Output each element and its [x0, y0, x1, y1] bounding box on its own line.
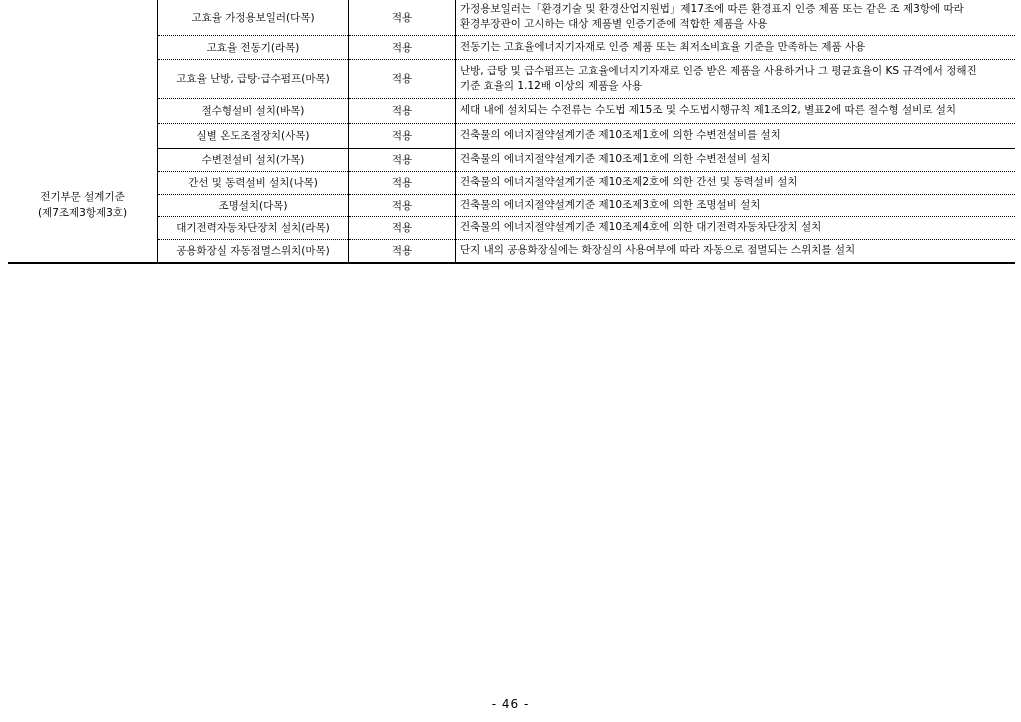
- description-cell: 건축물의 에너지절약설계기준 제10조제2호에 의한 간선 및 동력설비 설치: [456, 171, 1016, 194]
- item-cell: 고효율 전동기(라목): [158, 35, 349, 59]
- description-line: 가정용보일러는「환경기술 및 환경산업지원법」제17조에 따른 환경표지 인증 제품 또는 같은 조 제3항에 따라: [460, 3, 964, 16]
- description-cell: 건축물의 에너지절약설계기준 제10조제1호에 의한 수변전설비 설치: [456, 148, 1016, 171]
- description-cell: 단지 내의 공용화장실에는 화장실의 사용여부에 따라 자동으로 점멸되는 스위치를 설치: [456, 239, 1016, 263]
- apply-cell: 적용: [349, 59, 456, 98]
- table-row: [8, 148, 1015, 171]
- item-cell: 대기전력자동차단장치 설치(라목): [158, 216, 349, 239]
- apply-cell: 적용: [349, 216, 456, 239]
- apply-cell: 적용: [349, 239, 456, 263]
- description-line: 환경부장관이 고시하는 대상 제품별 인증기준에 적합한 제품을 사용: [460, 18, 768, 31]
- apply-cell: 적용: [349, 35, 456, 59]
- table-row: [8, 98, 1015, 123]
- item-cell: 공용화장실 자동점멸스위치(마목): [158, 239, 349, 263]
- description-cell: 전동기는 고효율에너지기자재로 인증 제품 또는 최저소비효율 기준을 만족하는 제품 사용: [456, 35, 1016, 59]
- page-number: - 46 -: [491, 697, 530, 711]
- table-row: [8, 171, 1015, 194]
- design-criteria-table: [8, 0, 1015, 264]
- item-cell: 조명설치(다목): [158, 194, 349, 216]
- table-row: [8, 239, 1015, 263]
- apply-cell: 적용: [349, 123, 456, 148]
- description-cell: [456, 0, 1016, 35]
- category-cell: [8, 148, 158, 263]
- item-cell: 간선 및 동력설비 설치(나목): [158, 171, 349, 194]
- table-row: [8, 35, 1015, 59]
- apply-cell: 적용: [349, 194, 456, 216]
- table-row: [8, 59, 1015, 98]
- description-cell: 건축물의 에너지절약설계기준 제10조제3호에 의한 조명설비 설치: [456, 194, 1016, 216]
- table-row: [8, 216, 1015, 239]
- category-reference: (제7조제3항제3호): [37, 207, 128, 219]
- item-cell: 고효율 가정용보일러(다목): [158, 0, 349, 35]
- apply-cell: 적용: [349, 171, 456, 194]
- description-cell: 세대 내에 설치되는 수전류는 수도법 제15조 및 수도법시행규칙 제1조의2, 별표2에 따른 절수형 설비로 설치: [456, 98, 1016, 123]
- item-cell: 수변전설비 설치(가목): [158, 148, 349, 171]
- item-cell: 절수형설비 설치(바목): [158, 98, 349, 123]
- table-row: [8, 123, 1015, 148]
- description-cell: 건축물의 에너지절약설계기준 제10조제1호에 의한 수변전설비를 설치: [456, 123, 1016, 148]
- apply-cell: 적용: [349, 148, 456, 171]
- item-cell: 실별 온도조절장치(사목): [158, 123, 349, 148]
- description-line: 난방, 급탕 및 급수펌프는 고효율에너지기자재로 인증 받은 제품을 사용하거나 그 평균효율이 KS 규격에서 정해진: [460, 64, 977, 77]
- description-cell: [456, 59, 1016, 98]
- description-cell: 건축물의 에너지절약설계기준 제10조제4호에 의한 대기전력자동차단장치 설치: [456, 216, 1016, 239]
- category-title: 전기부문 설계기준: [40, 191, 125, 203]
- table-row: [8, 194, 1015, 216]
- apply-cell: 적용: [349, 0, 456, 35]
- apply-cell: 적용: [349, 98, 456, 123]
- table-row: [8, 0, 1015, 35]
- item-cell: 고효율 난방, 급탕·급수펌프(마목): [158, 59, 349, 98]
- category-cell-continued: [8, 0, 158, 148]
- description-line: 기준 효율의 1.12배 이상의 제품을 사용: [460, 79, 643, 92]
